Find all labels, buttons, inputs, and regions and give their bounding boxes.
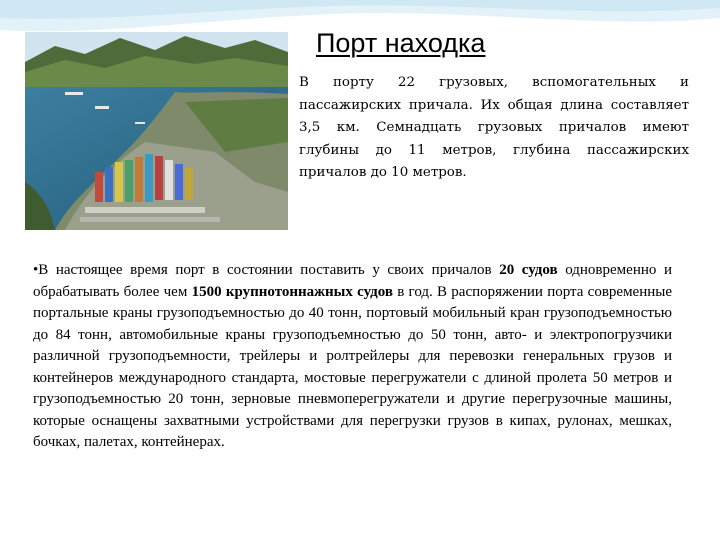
slide-title: Порт находка bbox=[316, 28, 486, 58]
intro-paragraph: В порту 22 грузовых, вспомогательных и пассажирских причала. Их общая длина составляет 3,5 км. Семнадцать грузовых причалов имеют глубины до 11 метров, глубина пассажирских причалов до 10 метров. bbox=[299, 75, 689, 180]
bullet: • bbox=[33, 262, 39, 278]
body-text-part-3: в год. В распоряжении порта современные портальные краны грузоподъемностью до 40 тонн, портовый мобильный кран грузоподъемностью до 84 тонн, автомобильные краны грузоподъемностью до 50 тонн, авто- и электропогрузчики различной грузоподъемности, трейлеры и ролтрейлеры для перевозки генеральных грузов и контейнеров международного стандарта, мостовые перегружатели с длиной пролета 50 метров и грузоподъемностью 20 тонн, зерновые пневмоперегружатели и другие перегрузочные машины, которые оснащены захватными устройствами для перегрузки грузов в кипах, рулонах, мешках, бочках, палетах, контейнерах. bbox=[33, 283, 673, 450]
port-aerial-photo bbox=[25, 32, 288, 230]
body-paragraph bbox=[33, 260, 672, 454]
body-text-part-1: В настоящее время порт в состоянии поставить у своих причалов bbox=[38, 262, 500, 278]
large-ships-count: 1500 крупнотоннажных судов bbox=[191, 283, 393, 300]
ships-count: 20 судов bbox=[499, 262, 558, 278]
body-text-part-2: одновременно и обрабатывать более чем bbox=[33, 262, 672, 300]
